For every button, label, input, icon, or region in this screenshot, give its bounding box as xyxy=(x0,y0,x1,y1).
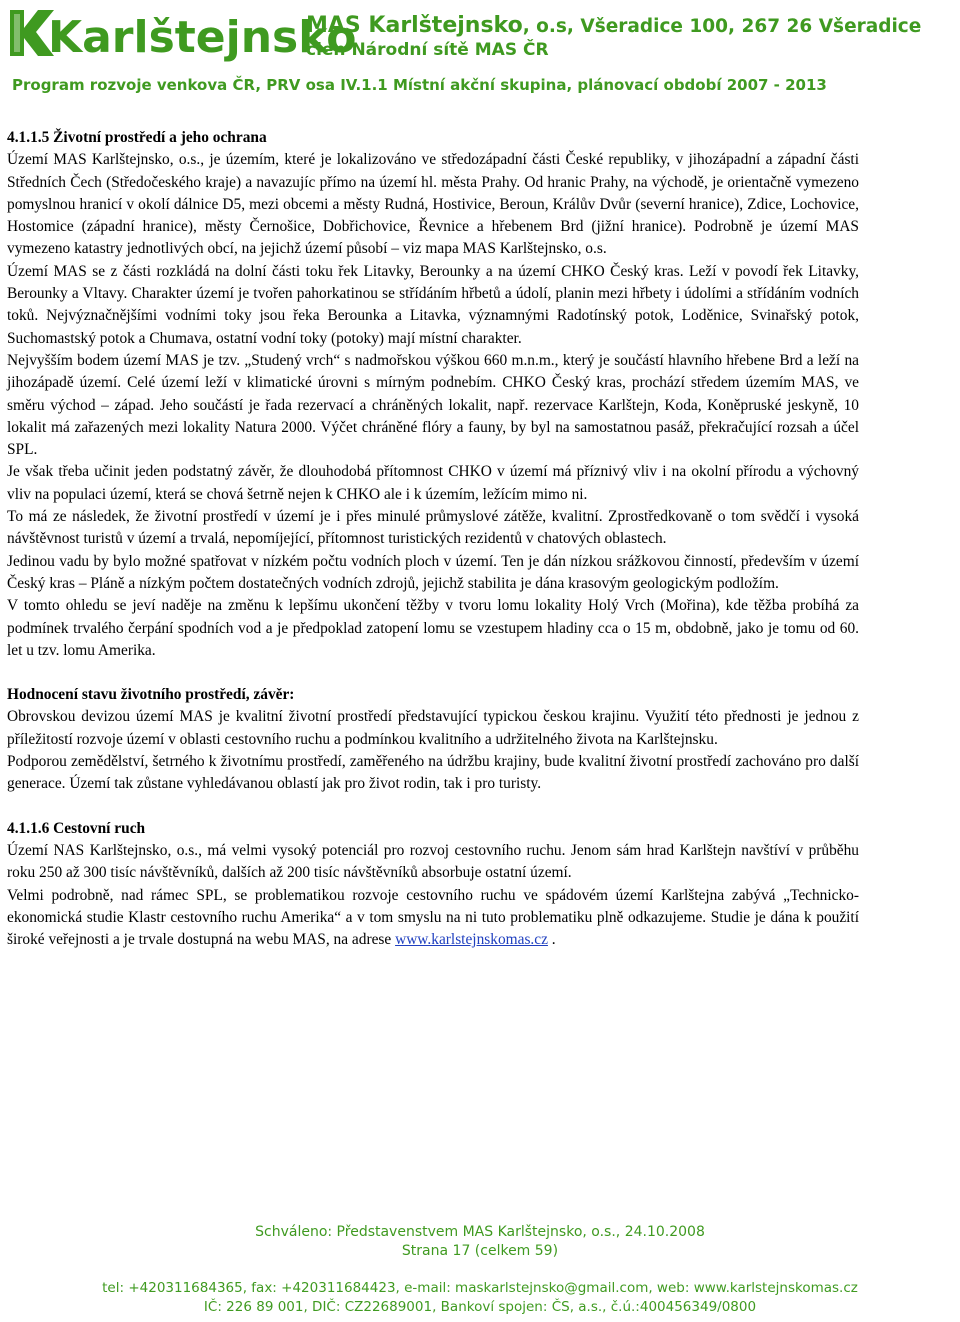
company-ids-line: IČ: 226 89 001, DIČ: CZ22689001, Bankoví spojen: ČS, a.s., č.ú.:400456349/0800 xyxy=(203,1299,757,1315)
paragraph-with-link xyxy=(7,885,859,952)
membership-line: člen Národní sítě MAS ČR xyxy=(306,40,549,60)
karlstejnsko-logo xyxy=(4,2,357,64)
website-link[interactable]: www.karlstejnskomas.cz xyxy=(395,931,548,949)
organization-address: , o.s, Všeradice 100, 267 26 Všeradice xyxy=(522,16,922,37)
paragraph: Jedinou vadu by bylo možné spatřovat v nízkém počtu vodních ploch v území. Ten je dán nízkou srážkovou činností, především v území Český kras – Pláně a nízkým počtem dostatečných vodních zdrojů, jejichž stabilita je dána krasovým geologickým podložím. xyxy=(7,552,859,592)
paragraph-end: . xyxy=(547,931,556,949)
program-line: Program rozvoje venkova ČR, PRV osa IV.1.1 Místní akční skupina, plánovací období 2007 - 2013 xyxy=(12,76,827,94)
page-header xyxy=(0,0,960,108)
paragraph-text: Velmi podrobně, nad rámec SPL, se problematikou rozvoje cestovního ruchu ve spádovém území Karlštejna zabývá „Technicko-ekonomická studie Klastr cestovního ruchu Amerika“ a v tom smyslu na ni tuto problematiku plně odkazujeme. Studie je dána k použití široké veřejnosti a je trvale dostupná na webu MAS, na adrese xyxy=(7,886,859,949)
paragraph: Obrovskou devizou území MAS je kvalitní životní prostředí představující typickou českou krajinu. Využití této přednosti je jednou z příležitostí rozvoje území v oblasti cestovního ruchu a podmínkou kvalitního a udržitelného života na Karlštejnsku. xyxy=(7,708,859,748)
paragraph: Území NAS Karlštejnsko, o.s., má velmi vysoký potenciál pro rozvoj cestovního ruchu. Jenom sám hrad Karlštejn navštíví v průběhu roku 250 až 300 tisíc návštěvníků, dalších až 200 tisíc návštěvníků absorbuje ostatní území. xyxy=(7,841,859,882)
section-heading-tourism: 4.1.1.6 Cestovní ruch xyxy=(7,819,146,837)
approval-note: Schváleno: Představenstvem MAS Karlštejnsko, o.s., 24.10.2008 xyxy=(255,1224,705,1240)
page-number: Strana 17 (celkem 59) xyxy=(401,1243,559,1259)
section-heading-environment: 4.1.1.5 Životní prostředí a jeho ochrana xyxy=(7,129,267,146)
paragraph: Území MAS Karlštejnsko, o.s., je územím, které je lokalizováno ve středozápadní části České republiky, v jihozápadní a západní části Středních Čech (Středočeského kraje) a navazujíc přímo na území hl. města Prahy. Od hranic Prahy, na východě, je orientačně vymezeno pomyslnou hranicí v okolí dálnice D5, mezi obcemi a městy Rudná, Hostivice, Beroun, Králův Dvůr (severní hranice), Zdice, Lochovice, Hostomice (západní hranice), městy Černošice, Dobřichovice, Řevnice a hřebenem Brd (jižní hranice). Podrobně je území MAS vymezeno katastry jednotlivých obcí, na jejichž území působí – viz mapa MAS Karlštejnsko, o.s. xyxy=(7,151,859,258)
spacer xyxy=(7,662,859,684)
spacer xyxy=(7,796,859,818)
organization-address-line xyxy=(306,14,956,39)
section-heading-evaluation: Hodnocení stavu životního prostředí, závěr: xyxy=(7,686,295,704)
document-body xyxy=(7,127,859,951)
paragraph: V tomto ohledu se jeví naděje na změnu k lepšímu ukončení těžby v tvoru lomu lokality Holý Vrch (Mořina), kde těžba probíhá za podmínek trvalého čerpání spodních vod a je předpoklad zatopení lomu se vzestupem hladiny cca o 15 m, obdobně, jako je tomu od 60. let u tzv. lomu Amerika. xyxy=(7,597,859,659)
organization-info xyxy=(306,14,956,61)
organization-name: MAS Karlštejnsko xyxy=(306,13,523,38)
logo-wordmark: Karlštejnsko xyxy=(48,12,357,63)
paragraph: Podporou zemědělství, šetrného k životnímu prostředí, zaměřeného na údržbu krajiny, bude kvalitní životní prostředí zachováno pro další generace. Území tak zůstane vyhledávanou oblastí jak pro život rodin, tak i pro turisty. xyxy=(7,753,859,793)
paragraph: Území MAS se z části rozkládá na dolní části toku řek Litavky, Berounky a na území CHKO Český kras. Leží v povodí řek Litavky, Berounky a Vltavy. Charakter území je tvořen pahorkatinou se střídáním hřbetů a údolí, planin mezi hřbety i údolími a střídáním vodních toků. Nejvýznačnějšími vodními toky jsou řeka Berounka a Litavka, významnými Radotínský potok, Loděnice, Svinařský potok, Suchomastský potok a Chumava, ostatní vodní toky (potoky) mají místní charakter. xyxy=(7,262,859,347)
paragraph: To má ze následek, že životní prostředí v území je i přes minulé průmyslové zátěže, kvalitní. Zprostředkovaně o tom svědčí i vysoká návštěvnost turistů v území a trvalá, nepomíjející, přítomnost turistických rezidentů v chatových oblastech. xyxy=(7,508,859,548)
paragraph: Je však třeba učinit jeden podstatný závěr, že dlouhodobá přítomnost CHKO v území má příznivý vliv i na okolní přírodu a výchovný vliv na populaci území, která se chová šetrně nejen k CHKO ale i k územím, ležícím mimo ni. xyxy=(7,463,859,503)
logo-graphic xyxy=(4,2,357,64)
paragraph: Nejvyšším bodem území MAS je tzv. „Studený vrch“ s nadmořskou výškou 660 m.n.m., který je součástí hlavního hřebene Brd a leží na jihozápadě území. Celé území leží v klimatické úrovni s mírným podnebím. CHKO Český kras, prochází středem územím MAS, ve směru východ – západ. Jeho součástí je řada rezervací a chráněných lokalit, např. rezervace Karlštejn, Koda, Koněpruské jeskyně, 10 lokalit má zařazených mezi lokality Natura 2000. Výčet chráněné flóry a fauny, by byl na samostatnou pasáž, překračující rozsah a účel SPL. xyxy=(7,351,859,459)
contact-line: tel: +420311684365, fax: +420311684423, e-mail: maskarlstejnsko@gmail.com, web: www.karlstejnskomas.cz xyxy=(102,1280,858,1296)
